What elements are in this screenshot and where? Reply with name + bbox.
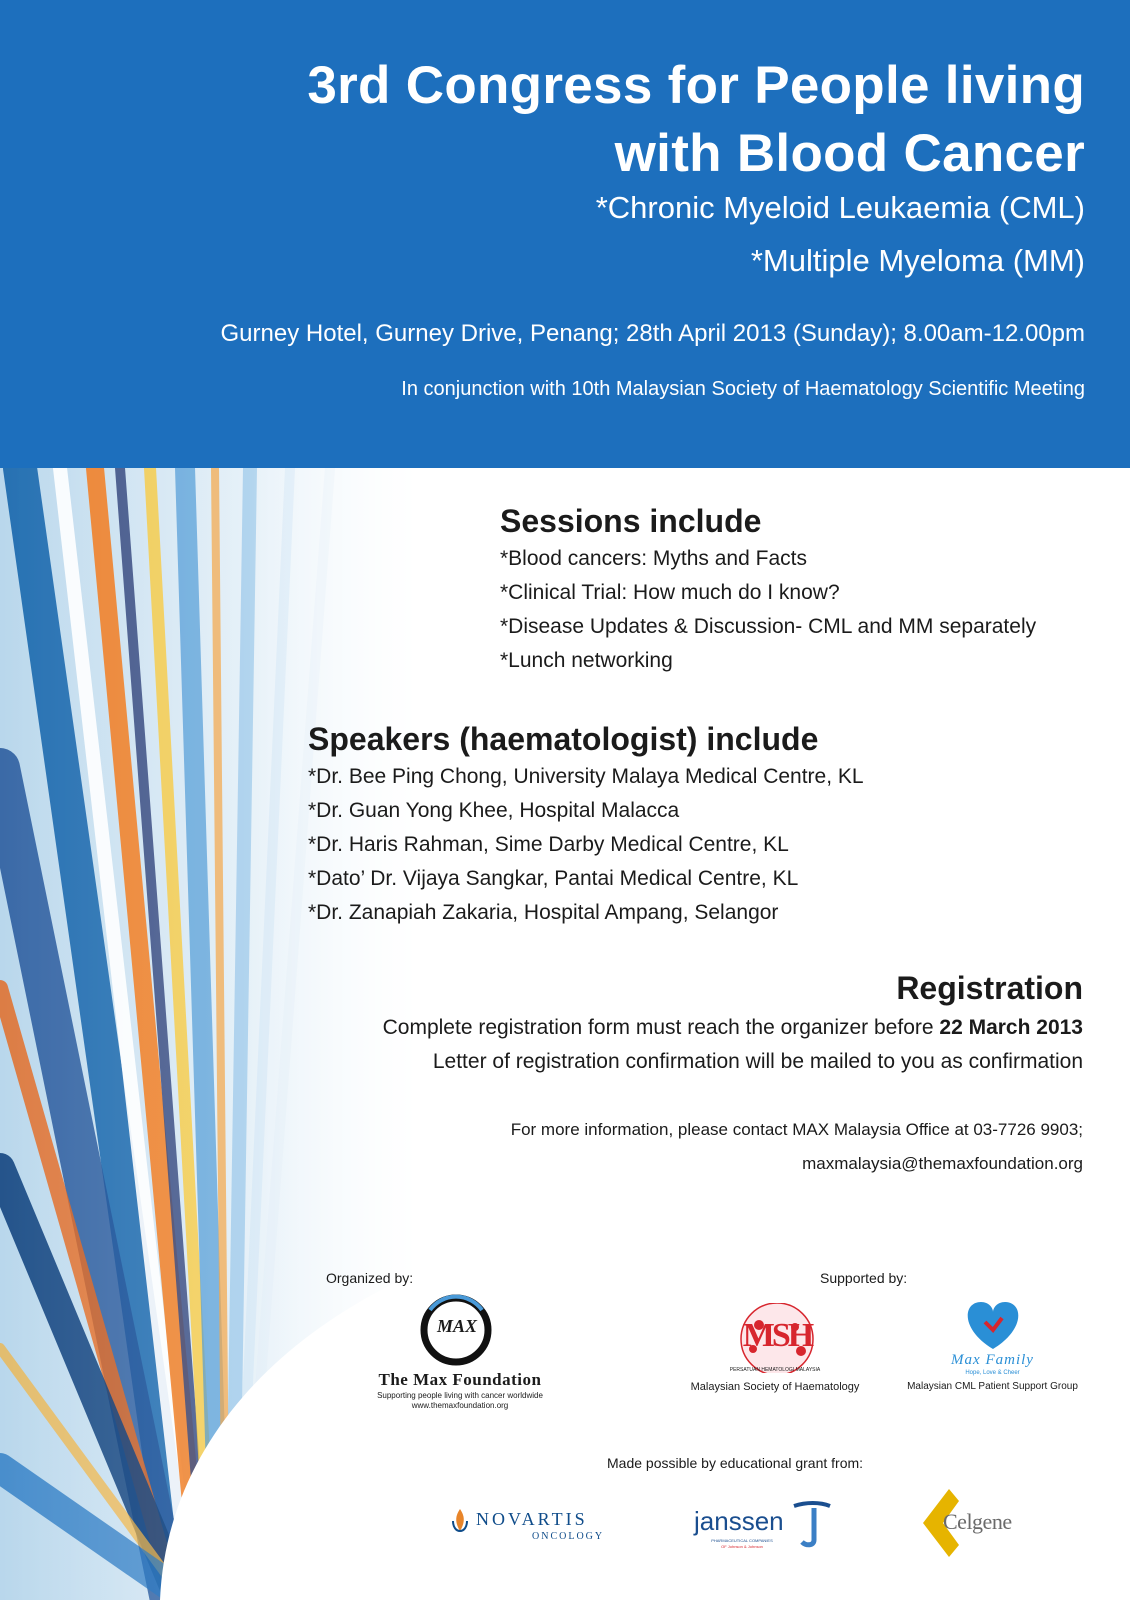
registration-deadline-line [383,1016,1083,1040]
janssen-sub-2: OF Johnson & Johnson [721,1544,763,1549]
celgene-logo [915,1485,1025,1560]
speaker-item: *Dato’ Dr. Vijaya Sangkar, Pantai Medical Centre, KL [308,867,799,890]
janssen-logo [692,1500,842,1560]
speaker-item: *Dr. Haris Rahman, Sime Darby Medical Centre, KL [308,833,789,856]
sessions-heading: Sessions include [500,503,762,539]
grant-label: Made possible by educational grant from: [607,1455,864,1471]
title-line-1: 3rd Congress for People living [307,56,1085,115]
session-item: *Blood cancers: Myths and Facts [500,547,807,570]
novartis-name: NOVARTIS [476,1509,588,1529]
max-foundation-tagline: Supporting people living with cancer worldwide [377,1391,543,1400]
conjunction-note: In conjunction with 10th Malaysian Society of Haematology Scientific Meeting [401,378,1085,400]
janssen-sub: PHARMACEUTICAL COMPANIES [711,1538,773,1543]
title-line-2: with Blood Cancer [614,124,1085,183]
page-title [307,52,1085,188]
max-logo-mark: MAX [436,1316,478,1336]
speaker-item: *Dr. Zanapiah Zakaria, Hospital Ampang, Selangor [308,901,779,924]
speaker-item: *Dr. Guan Yong Khee, Hospital Malacca [308,799,680,822]
max-family-name: Malaysian CML Patient Support Group [907,1381,1078,1392]
session-item: *Clinical Trial: How much do I know? [500,581,840,604]
venue-date: Gurney Hotel, Gurney Drive, Penang; 28th April 2013 (Sunday); 8.00am-12.00pm [220,320,1085,347]
msh-name: Malaysian Society of Haematology [690,1381,860,1393]
contact-email[interactable]: maxmalaysia@themaxfoundation.org [802,1154,1083,1173]
novartis-flame-icon [450,1507,470,1533]
subtitle-mm: *Multiple Myeloma (MM) [750,243,1085,278]
msh-logo [685,1303,865,1398]
novartis-sub: ONCOLOGY [532,1531,605,1542]
organized-by-label: Organized by: [326,1270,414,1286]
max-family-logo-mark: Max Family [951,1352,1034,1368]
heart-icon [905,1294,1080,1354]
registration-deadline-prefix: Complete registration form must reach the organizer before [382,1016,940,1039]
subtitle-cml: *Chronic Myeloid Leukaemia (CML) [595,190,1085,225]
max-foundation-name: The Max Foundation [378,1370,542,1389]
header-banner [0,0,1130,468]
session-item: *Lunch networking [500,649,673,672]
speakers-heading: Speakers (haematologist) include [308,721,819,757]
supported-by-label: Supported by: [820,1270,908,1286]
session-item: *Disease Updates & Discussion- CML and MM separately [500,615,1037,638]
janssen-swoosh-icon [792,1500,832,1550]
msh-logo-mark: MSH [742,1317,812,1354]
max-family-tagline: Hope, Love & Cheer [965,1370,1020,1376]
max-family-logo [905,1294,1080,1394]
max-foundation-logo [360,1290,560,1415]
msh-ring-text: PERSATUAN HEMATOLOGI MALAYSIA [729,1367,821,1373]
contact-phone-line: For more information, please contact MAX Malaysia Office at 03-7726 9903; [510,1120,1083,1139]
registration-heading: Registration [896,970,1083,1006]
speaker-item: *Dr. Bee Ping Chong, University Malaya Medical Centre, KL [308,765,864,788]
celgene-name: Celgene [943,1509,1012,1534]
max-foundation-url: www.themaxfoundation.org [411,1401,509,1410]
registration-confirmation-line: Letter of registration confirmation will be mailed to you as confirmation [432,1050,1083,1073]
registration-deadline-date: 22 March 2013 [939,1016,1083,1039]
novartis-logo [450,1505,610,1550]
janssen-name: janssen [694,1506,784,1536]
